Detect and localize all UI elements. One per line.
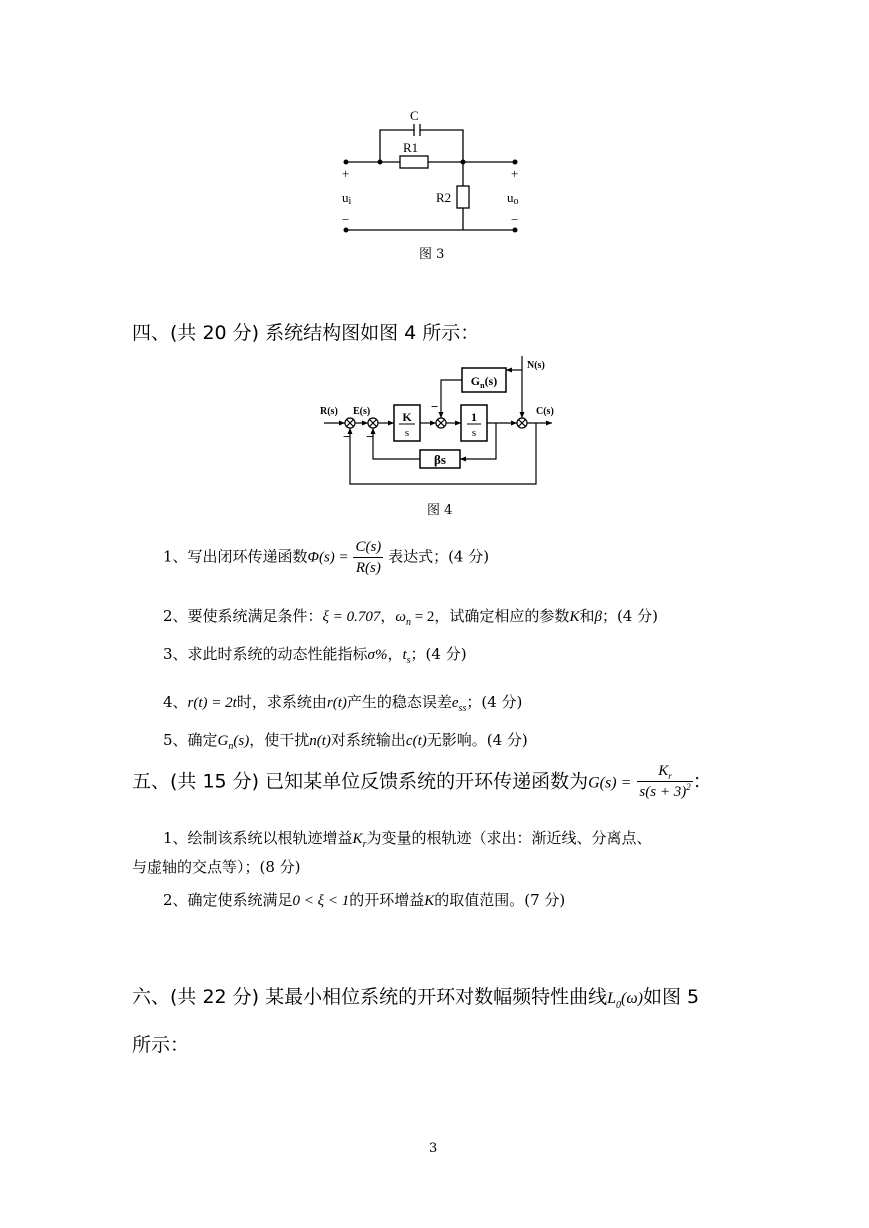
section5-question2: 2、确定使系统满足0 < ξ < 1的开环增益K的取值范围。(7 分) xyxy=(163,891,566,909)
section5-heading: 五、(共 15 分) 已知某单位反馈系统的开环传递函数为G(s) = $\frac{K_r}{s(s + 3)^2}$ ： xyxy=(132,763,712,800)
output-plus: + xyxy=(511,166,519,181)
signal-E-label: E(s) xyxy=(353,406,371,417)
input-plus: + xyxy=(342,166,350,181)
signal-R-label: R(s) xyxy=(320,406,338,417)
output-voltage-label: uo xyxy=(507,190,519,207)
disturbance-minus: − xyxy=(431,399,439,414)
input-minus: − xyxy=(342,212,350,227)
section4-heading: 四、(共 20 分) 系统结构图如图 4 所示： xyxy=(132,322,480,344)
section4-question1: 1、写出闭环传递函数Φ(s) = $\frac{C(s)}{R(s)}$ 表达式；(4 分) xyxy=(163,539,490,576)
section6-heading-line1: 六、(共 22 分) 某最小相位系统的开环对数幅频特性曲线$L_0(\omega)$如图 5 xyxy=(132,986,700,1011)
section4-question4: 4、r(t) = 2t时，求系统由r(t)产生的稳态误差$e_{ss}$；(4 分) xyxy=(163,693,523,714)
block-Gn-label: $G_n(s)$ xyxy=(470,374,498,390)
section4-question5: 5、确定$G_n(s)$，使干扰n(t)对系统输出c(t)无影响。(4 分) xyxy=(163,731,528,752)
figure3-circuit xyxy=(330,100,530,240)
block-K-den: s xyxy=(404,427,410,439)
r2-label: R2 xyxy=(436,190,452,205)
section4-question3: 3、求此时系统的动态性能指标σ%，$t_s$；(4 分) xyxy=(163,645,467,666)
block-int-den: s xyxy=(471,427,477,439)
feedback-minus-outer: − xyxy=(343,429,351,444)
input-voltage-label: ui xyxy=(342,190,352,207)
output-minus: − xyxy=(511,212,519,227)
section4-question2: 2、要使系统满足条件：ξ = 0.707，$\omega_n = 2$，试确定相应的参数K和β；(4 分) xyxy=(163,607,658,628)
block-beta-label: βs xyxy=(434,452,446,467)
r1-label: R1 xyxy=(403,140,419,155)
figure4-block-diagram xyxy=(318,356,563,491)
figure4-caption: 图 4 xyxy=(427,503,453,518)
section6-heading-line2: 所示： xyxy=(132,1034,190,1056)
figure3-caption: 图 3 xyxy=(419,247,445,262)
signal-N-label: N(s) xyxy=(527,360,545,371)
block-int-num: 1 xyxy=(471,410,477,424)
block-K-num: K xyxy=(402,410,412,424)
page-number: 3 xyxy=(429,1141,438,1156)
section5-question1-line2: 与虚轴的交点等）；(8 分) xyxy=(132,858,301,876)
section5-question1-line1: 1、绘制该系统以根轨迹增益$K_r$为变量的根轨迹（求出：渐近线、分离点、 xyxy=(163,829,652,850)
feedback-minus-inner: − xyxy=(366,429,374,444)
capacitor-label: C xyxy=(410,108,419,123)
signal-C-label: C(s) xyxy=(536,406,554,417)
